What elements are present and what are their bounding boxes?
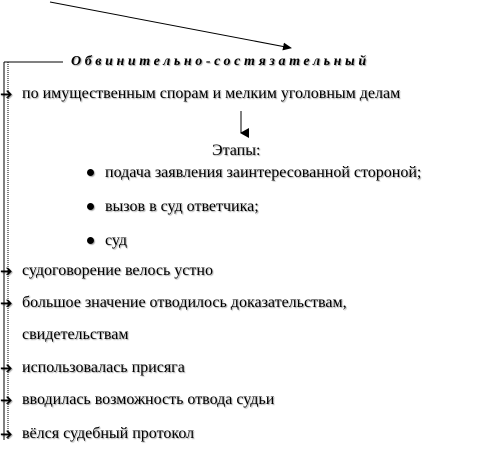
stage-item: суд [105,232,128,249]
right-arrow-icon: ➔ [0,359,13,377]
right-arrow-icon: ➔ [0,294,13,312]
feature-item: судоговорение велось устно [22,262,213,279]
feature-item: вводилась возможность отвода судьи [22,391,275,408]
right-arrow-icon: ➔ [0,425,13,443]
right-arrow-icon: ➔ [0,85,13,103]
diagram-title: Обвинительно-состязательный [71,54,370,69]
feature-item: использовалась присяга [22,359,185,376]
bullet-dot-icon [87,203,94,210]
stages-title: Этапы: [212,142,261,159]
feature-item: большое значение отводилось доказательствам, [22,294,347,311]
feature-item: вёлся судебный протокол [22,425,195,442]
first-item: по имущественным спорам и мелким уголовным делам [22,85,401,102]
stage-item: вызов в суд ответчика; [105,198,259,215]
stage-item: подача заявления заинтересованной стороной; [105,164,422,181]
bullet-dot-icon [87,237,94,244]
feature-item-continuation: свидетельствам [22,326,129,343]
right-arrow-icon: ➔ [0,391,13,409]
right-arrow-icon: ➔ [0,262,13,280]
incoming-arrow-line [50,2,291,48]
bullet-dot-icon [87,169,94,176]
